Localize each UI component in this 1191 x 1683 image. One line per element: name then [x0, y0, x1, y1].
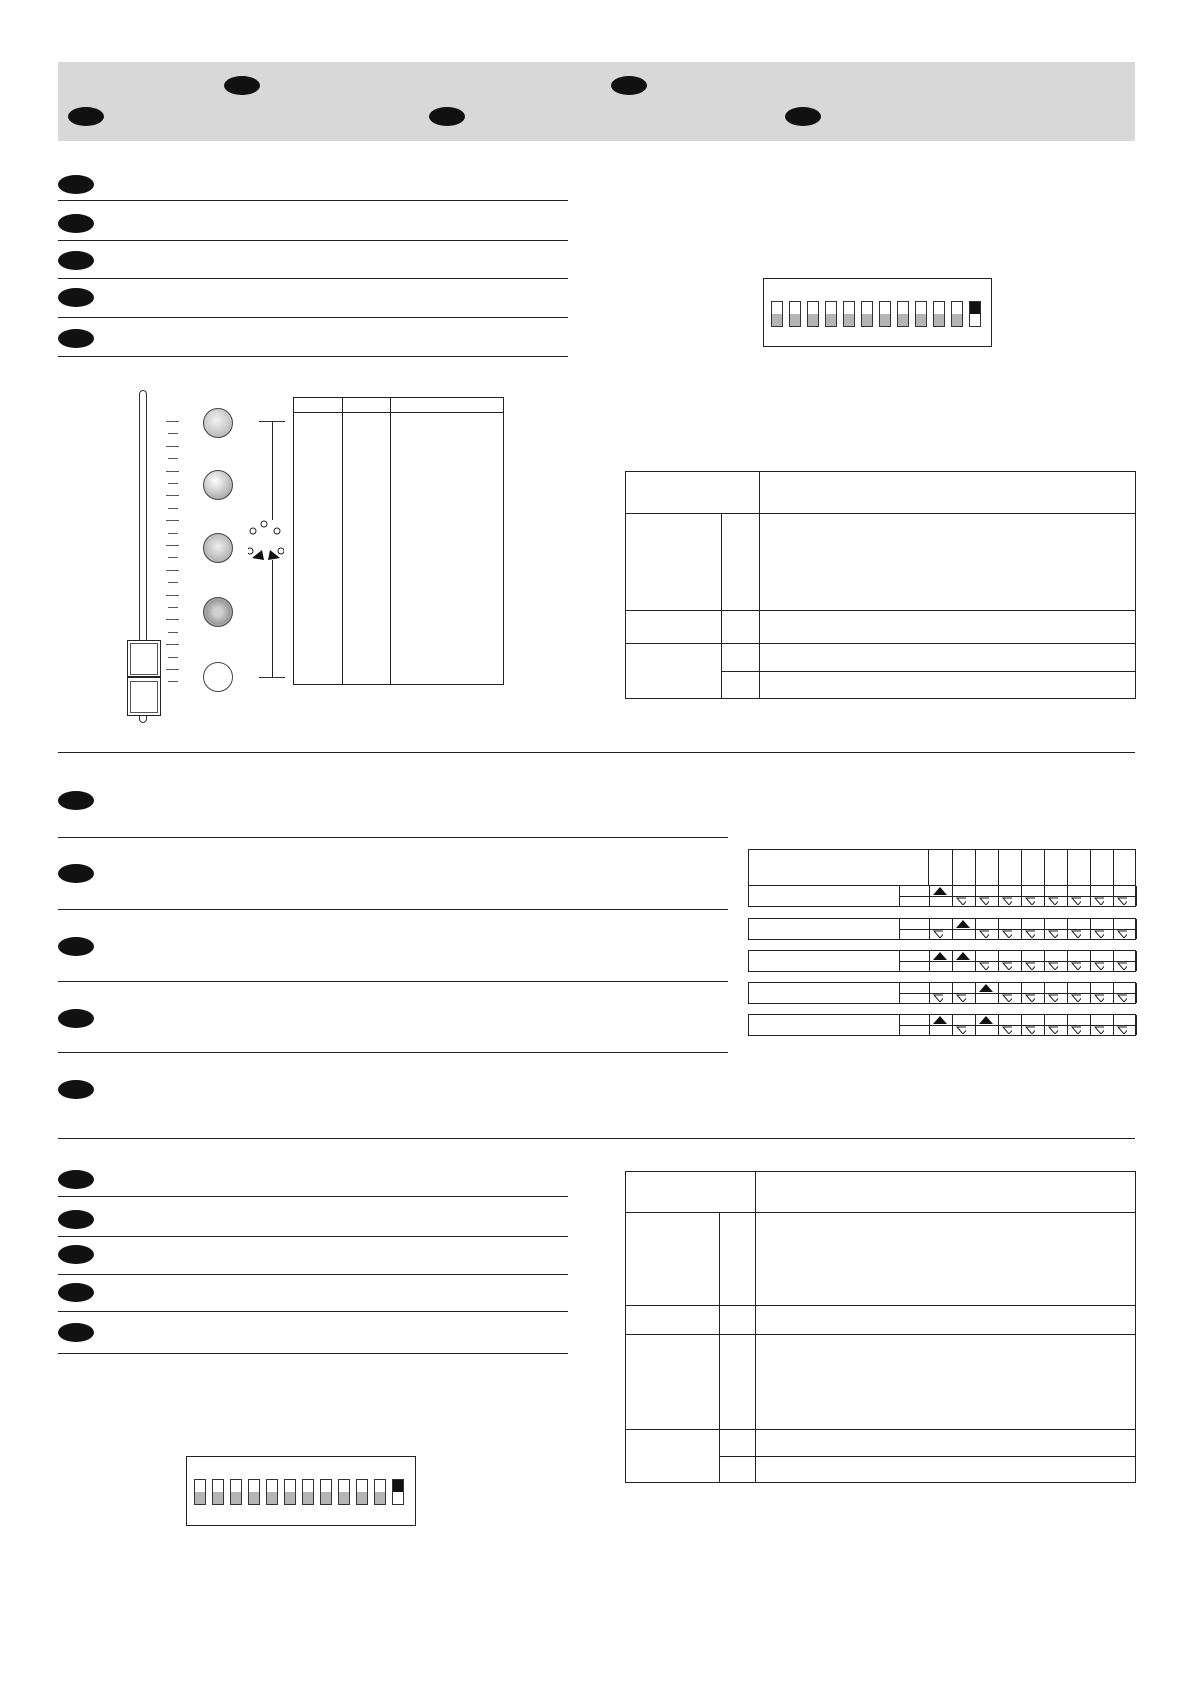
- scale-tick: [166, 619, 179, 620]
- up-triangle-icon: [979, 1016, 993, 1024]
- divider: [58, 356, 568, 357]
- fader-knob[interactable]: [127, 640, 161, 716]
- down-triangle-icon: [1071, 962, 1081, 970]
- step-marker-icon: [58, 1210, 94, 1229]
- pattern-row: [899, 918, 1136, 940]
- mode-table-bottom: [625, 1171, 1136, 1483]
- down-triangle-icon: [979, 930, 989, 938]
- dip-switch-toggle[interactable]: [266, 1479, 278, 1505]
- down-triangle-icon: [1025, 897, 1035, 905]
- dip-switch-toggle[interactable]: [915, 301, 927, 327]
- scale-tick: [166, 570, 179, 571]
- down-triangle-icon: [1048, 930, 1058, 938]
- pattern-row-label: [748, 950, 900, 972]
- filled-oval-icon: [224, 76, 260, 95]
- dip-switch-toggle[interactable]: [248, 1479, 260, 1505]
- dip-switch-toggle[interactable]: [338, 1479, 350, 1505]
- down-triangle-icon: [933, 930, 943, 938]
- bracket-cap: [259, 677, 285, 678]
- scale-tick: [168, 483, 178, 484]
- dip-switch-toggle[interactable]: [392, 1479, 404, 1505]
- divider: [58, 1311, 568, 1312]
- step-marker-icon: [58, 791, 94, 810]
- pattern-row-label: [748, 918, 900, 940]
- down-triangle-icon: [1117, 1026, 1127, 1034]
- divider: [58, 981, 728, 982]
- down-triangle-icon: [1117, 994, 1127, 1002]
- down-triangle-icon: [956, 1026, 966, 1034]
- down-triangle-icon: [1094, 962, 1104, 970]
- dip-switch-toggle[interactable]: [897, 301, 909, 327]
- pattern-row: [899, 885, 1136, 907]
- adjust-arrows-icon: [248, 520, 284, 560]
- up-triangle-icon: [979, 984, 993, 992]
- scale-tick: [166, 520, 179, 521]
- lamp-icon: [203, 408, 233, 438]
- scale-tick: [166, 644, 179, 645]
- down-triangle-icon: [1025, 1026, 1035, 1034]
- scale-tick: [168, 607, 178, 608]
- down-triangle-icon: [1117, 962, 1127, 970]
- dip-switch-toggle[interactable]: [807, 301, 819, 327]
- step-marker-icon: [58, 937, 94, 956]
- step-marker-icon: [58, 864, 94, 883]
- divider: [58, 200, 568, 201]
- scale-tick: [168, 681, 178, 682]
- filled-oval-icon: [68, 107, 104, 126]
- dip-switch-toggle[interactable]: [302, 1479, 314, 1505]
- lamp-icon: [203, 533, 233, 563]
- down-triangle-icon: [1048, 962, 1058, 970]
- divider: [58, 1274, 568, 1275]
- pattern-row-label: [748, 1014, 900, 1036]
- step-marker-icon: [58, 175, 94, 194]
- down-triangle-icon: [1071, 897, 1081, 905]
- step-marker-icon: [58, 288, 94, 307]
- dip-switch-toggle[interactable]: [789, 301, 801, 327]
- scale-tick: [168, 508, 178, 509]
- pattern-row: [899, 982, 1136, 1004]
- scale-tick: [166, 421, 179, 422]
- dip-switch-toggle[interactable]: [843, 301, 855, 327]
- down-triangle-icon: [956, 897, 966, 905]
- scale-tick: [168, 557, 178, 558]
- dip-switch-toggle[interactable]: [771, 301, 783, 327]
- divider: [58, 1052, 728, 1053]
- divider: [58, 317, 568, 318]
- down-triangle-icon: [1117, 897, 1127, 905]
- pattern-table-header: [748, 849, 1136, 886]
- filled-oval-icon: [429, 107, 465, 126]
- scale-tick: [166, 545, 179, 546]
- filled-oval-icon: [611, 76, 647, 95]
- dip-switch-toggle[interactable]: [861, 301, 873, 327]
- dip-switch-toggle[interactable]: [212, 1479, 224, 1505]
- pattern-row-label: [748, 885, 900, 907]
- down-triangle-icon: [979, 962, 989, 970]
- lamp-level-table: [293, 397, 504, 685]
- scale-tick: [168, 458, 178, 459]
- scale-tick: [166, 669, 179, 670]
- dip-switch-toggle[interactable]: [969, 301, 981, 327]
- step-marker-icon: [58, 214, 94, 233]
- lamp-icon: [203, 597, 233, 627]
- divider: [58, 240, 568, 241]
- dip-switch-top: [763, 278, 992, 347]
- down-triangle-icon: [1094, 1026, 1104, 1034]
- up-triangle-icon: [956, 952, 970, 960]
- scale-tick: [168, 632, 178, 633]
- down-triangle-icon: [956, 994, 966, 1002]
- dip-switch-toggle[interactable]: [284, 1479, 296, 1505]
- dip-switch-toggle[interactable]: [356, 1479, 368, 1505]
- dip-switch-toggle[interactable]: [194, 1479, 206, 1505]
- down-triangle-icon: [1048, 994, 1058, 1002]
- dip-switch-bottom: [186, 1456, 416, 1526]
- divider: [58, 1236, 568, 1237]
- down-triangle-icon: [1094, 930, 1104, 938]
- down-triangle-icon: [979, 897, 989, 905]
- up-triangle-icon: [956, 920, 970, 928]
- pattern-row-label: [748, 982, 900, 1004]
- up-triangle-icon: [933, 887, 947, 895]
- up-triangle-icon: [933, 1016, 947, 1024]
- header-band: [58, 62, 1135, 141]
- down-triangle-icon: [1025, 962, 1035, 970]
- mode-table-top: [625, 471, 1136, 699]
- step-marker-icon: [58, 1170, 94, 1189]
- down-triangle-icon: [1048, 897, 1058, 905]
- step-marker-icon: [58, 1245, 94, 1264]
- down-triangle-icon: [1002, 962, 1012, 970]
- down-triangle-icon: [1094, 994, 1104, 1002]
- scale-tick: [166, 471, 179, 472]
- down-triangle-icon: [1002, 1026, 1012, 1034]
- down-triangle-icon: [1048, 1026, 1058, 1034]
- dip-switch-toggle[interactable]: [230, 1479, 242, 1505]
- down-triangle-icon: [1071, 1026, 1081, 1034]
- scale-tick: [168, 657, 178, 658]
- divider: [58, 1196, 568, 1197]
- down-triangle-icon: [1025, 994, 1035, 1002]
- divider: [58, 1353, 568, 1354]
- dip-switch-toggle[interactable]: [933, 301, 945, 327]
- up-triangle-icon: [933, 952, 947, 960]
- pattern-row: [899, 1014, 1136, 1036]
- lamp-icon: [203, 470, 233, 500]
- down-triangle-icon: [1071, 930, 1081, 938]
- dip-switch-toggle[interactable]: [879, 301, 891, 327]
- step-marker-icon: [58, 1009, 94, 1028]
- section-divider: [58, 752, 1135, 753]
- step-marker-icon: [58, 329, 94, 348]
- step-marker-icon: [58, 1283, 94, 1302]
- step-marker-icon: [58, 1080, 94, 1099]
- filled-oval-icon: [785, 107, 821, 126]
- down-triangle-icon: [1071, 994, 1081, 1002]
- down-triangle-icon: [1025, 930, 1035, 938]
- down-triangle-icon: [933, 994, 943, 1002]
- dip-switch-toggle[interactable]: [374, 1479, 386, 1505]
- bracket-cap: [259, 421, 285, 422]
- dip-switch-toggle[interactable]: [825, 301, 837, 327]
- divider: [58, 278, 568, 279]
- down-triangle-icon: [1002, 994, 1012, 1002]
- pattern-row: [899, 950, 1136, 972]
- down-triangle-icon: [1094, 897, 1104, 905]
- step-marker-icon: [58, 1323, 94, 1342]
- down-triangle-icon: [1002, 897, 1012, 905]
- down-triangle-icon: [1117, 930, 1127, 938]
- dip-switch-toggle[interactable]: [320, 1479, 332, 1505]
- scale-tick: [168, 433, 178, 434]
- lamp-icon: [203, 662, 233, 692]
- dip-switch-toggle[interactable]: [951, 301, 963, 327]
- scale-tick: [166, 446, 179, 447]
- divider: [58, 837, 728, 838]
- scale-tick: [168, 533, 178, 534]
- divider: [58, 909, 728, 910]
- step-marker-icon: [58, 251, 94, 270]
- down-triangle-icon: [1002, 930, 1012, 938]
- section-divider: [58, 1138, 1135, 1139]
- scale-tick: [166, 495, 179, 496]
- scale-tick: [168, 582, 178, 583]
- scale-tick: [166, 595, 179, 596]
